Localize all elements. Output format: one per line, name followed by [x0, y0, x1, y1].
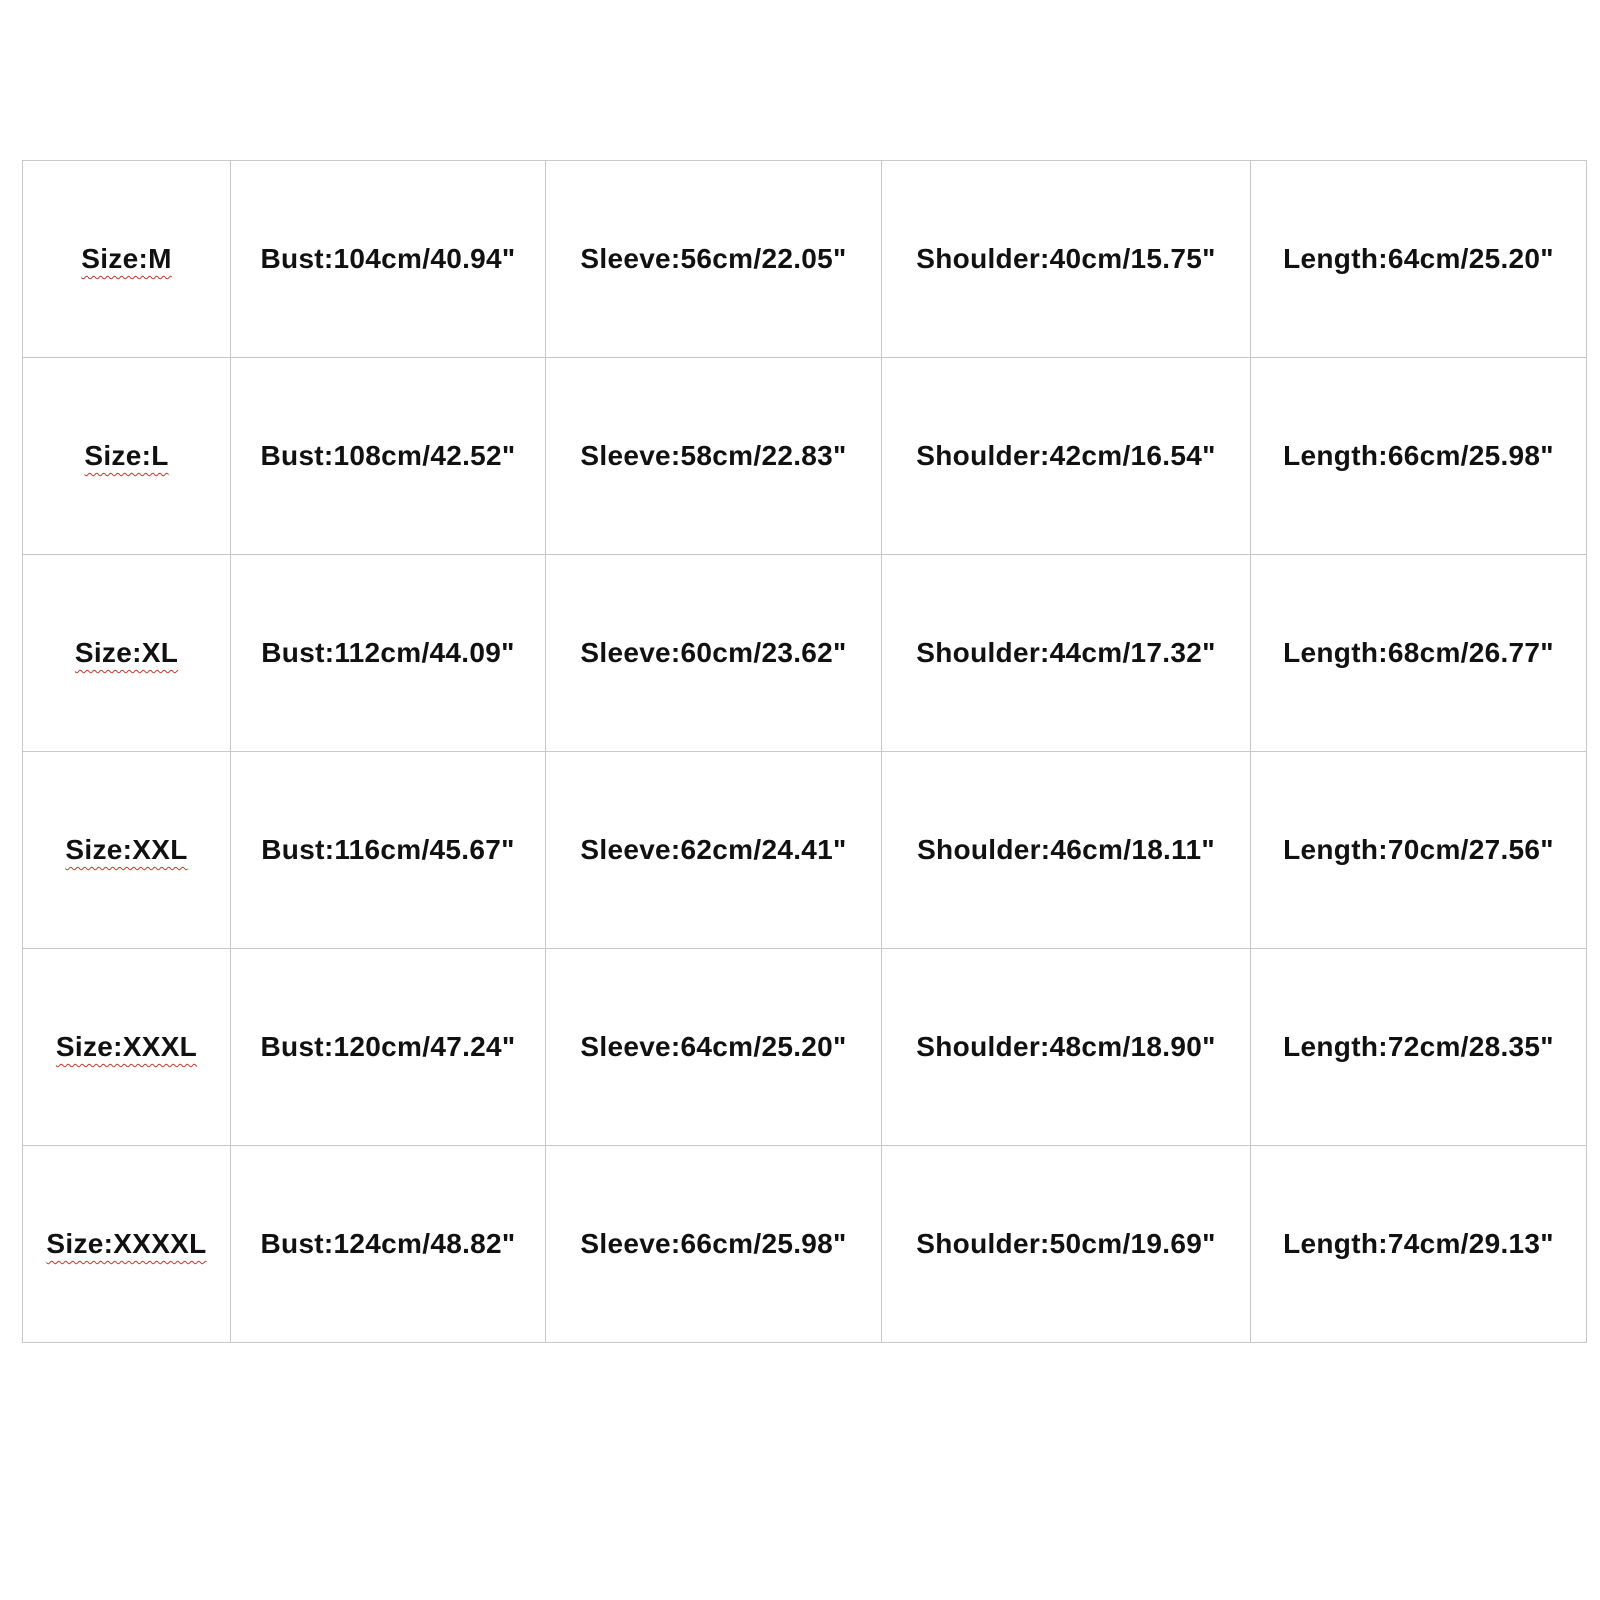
sleeve-cell: Sleeve:56cm/22.05"	[546, 161, 882, 358]
bust-cell: Bust:124cm/48.82"	[231, 1146, 546, 1343]
table-row	[23, 161, 1587, 358]
shoulder-cell: Shoulder:46cm/18.11"	[882, 752, 1251, 949]
table-row	[23, 358, 1587, 555]
length-cell: Length:66cm/25.98"	[1251, 358, 1587, 555]
bust-cell: Bust:112cm/44.09"	[231, 555, 546, 752]
shoulder-cell: Shoulder:40cm/15.75"	[882, 161, 1251, 358]
size-chart-table	[22, 160, 1587, 1343]
table-row	[23, 555, 1587, 752]
bust-cell: Bust:116cm/45.67"	[231, 752, 546, 949]
size-cell: Size:XL	[23, 555, 231, 752]
shoulder-cell: Shoulder:50cm/19.69"	[882, 1146, 1251, 1343]
shoulder-cell: Shoulder:42cm/16.54"	[882, 358, 1251, 555]
length-cell: Length:64cm/25.20"	[1251, 161, 1587, 358]
length-cell: Length:70cm/27.56"	[1251, 752, 1587, 949]
length-cell: Length:68cm/26.77"	[1251, 555, 1587, 752]
table-row	[23, 949, 1587, 1146]
length-cell: Length:74cm/29.13"	[1251, 1146, 1587, 1343]
table-row	[23, 1146, 1587, 1343]
shoulder-cell: Shoulder:48cm/18.90"	[882, 949, 1251, 1146]
bust-cell: Bust:108cm/42.52"	[231, 358, 546, 555]
sleeve-cell: Sleeve:60cm/23.62"	[546, 555, 882, 752]
size-cell: Size:XXXXL	[23, 1146, 231, 1343]
shoulder-cell: Shoulder:44cm/17.32"	[882, 555, 1251, 752]
size-cell: Size:XXXL	[23, 949, 231, 1146]
bust-cell: Bust:104cm/40.94"	[231, 161, 546, 358]
sleeve-cell: Sleeve:58cm/22.83"	[546, 358, 882, 555]
bust-cell: Bust:120cm/47.24"	[231, 949, 546, 1146]
size-cell: Size:L	[23, 358, 231, 555]
table-row	[23, 752, 1587, 949]
sleeve-cell: Sleeve:62cm/24.41"	[546, 752, 882, 949]
sleeve-cell: Sleeve:66cm/25.98"	[546, 1146, 882, 1343]
length-cell: Length:72cm/28.35"	[1251, 949, 1587, 1146]
sleeve-cell: Sleeve:64cm/25.20"	[546, 949, 882, 1146]
size-cell: Size:M	[23, 161, 231, 358]
size-cell: Size:XXL	[23, 752, 231, 949]
